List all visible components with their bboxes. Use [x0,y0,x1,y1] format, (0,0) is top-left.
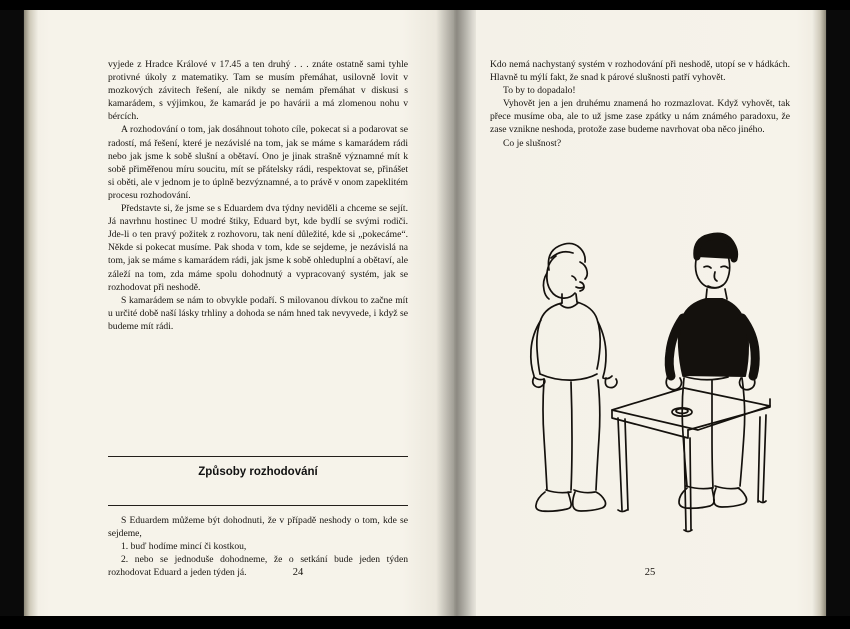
paragraph: S Eduardem můžeme být dohodnuti, že v případě neshody o tom, kde se sejdeme, [108,515,408,540]
left-page-body-lower [108,514,408,579]
right-page-body [490,58,790,150]
paragraph: S kamarádem se nám to obvykle podaří. S milovanou dívkou to začne mít u určité době naší lásky trhliny a dohoda se nám hned tak nevyvede, i když se budeme mít rádi. [108,294,408,332]
open-book [24,10,826,616]
paragraph: Co je slušnost? [503,137,562,149]
section-rule-bottom [108,505,408,506]
page-number-left: 24 [292,567,304,578]
section-rule-top [108,456,408,457]
left-page-body [108,58,408,333]
paragraph: Představte si, že jsme se s Eduardem dva týdny neviděli a chceme se sejít. Já navrhnu hostinec U modré štiky, Eduard byt, kde bydlí se svými rodiči. Jde-li o ten pravý požitek z rozhovoru, tak není důležité, kde si „pokecáme“. Někde si pokecat musíme. Pak shoda v tom, kde se sejdeme, je nezávislá na tom, jak se máme s kamarádem rádi, jak jsme k sobě ohleduplní a obětaví, ale záleží na tom, zda máme spolu dohodnutý a vypracovaný systém, jak se rozhodovat při neshodě. [108,203,408,293]
scan-bleed-top [0,0,850,10]
paragraph: To by to dopadalo! [503,85,576,97]
book-edge-right [812,10,826,616]
list-item: 1. buď hodíme mincí či kostkou, [121,541,247,553]
section-heading: Způsoby rozhodování [198,466,318,478]
paragraph: Kdo nemá nachystaný systém v rozhodování při neshodě, utopí se v hádkách. Hlavně tu mýlí fakt, že snad k párové slušnosti patří vyhovět. [490,59,790,84]
paragraph: Vyhovět jen a jen druhému znamená ho rozmazlovat. Když vyhovět, tak přece musíme oba, ale to už jsme zase zpátky u nám známého paradoxu, že zase vznikne neshoda, protože zase budeme navrhovat oba něco jiného. [490,98,790,136]
list-item: 2. nebo se jednoduše dohodneme, že o setkání bude jeden týden rozhodovat Eduard a jeden týden já. [108,554,408,579]
page-number-right: 25 [644,567,656,578]
book-edge-left [24,10,38,616]
illustration-two-people-at-table [494,210,794,540]
paragraph: A rozhodování o tom, jak dosáhnout tohoto cíle, pokecat si a podarovat se radostí, má řešení, které je nezávislé na tom, jak se máme s kamarádem rádi nebo jak jsme k sobě slušní a obětaví. Ono je jinak strašně významné mít k sobě přiměřenou míru soucitu, mít se přátelsky rádi, respektovat se, přinášet si oběti, ale v jednom je to úplně bezvýznamné, a to právě v onom zapeklitém procesu rozhodování. [108,124,408,201]
paragraph: vyjede z Hradce Králové v 17.45 a ten druhý . . . znáte ostatně sami tyhle protivné úkoly z matematiky. Tam se musím přemáhat, usilovně lovit v mozkových závitech řešení, ale nikdy se nemám přemáhat v diskusi s kamarádem, s výjimkou, že kamarád je po havárii a má zlomenou nohu v bércích. [108,59,408,123]
scan-bleed-bottom [0,616,850,629]
